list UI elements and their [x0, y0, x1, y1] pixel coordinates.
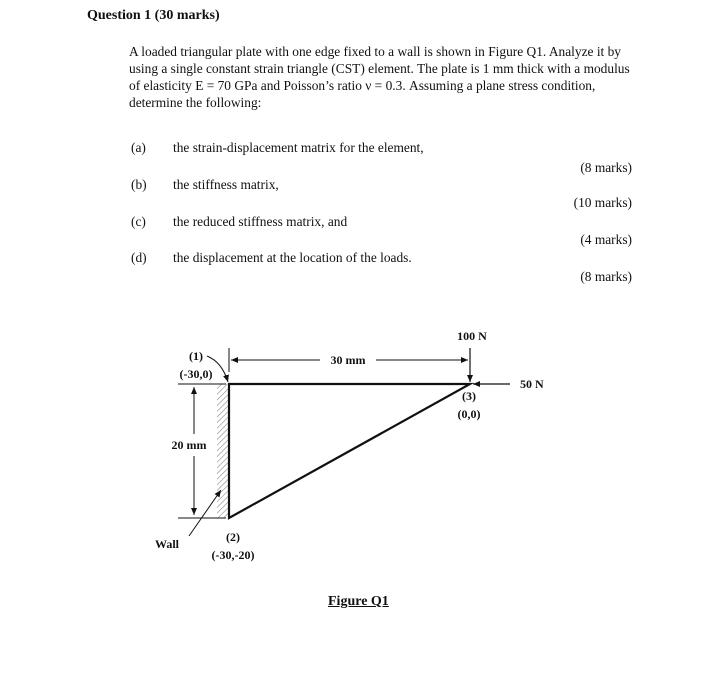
part-d-text: the displacement at the location of the loads. — [173, 250, 412, 265]
node3-coordinate: (0,0) — [457, 407, 481, 421]
wall-label: Wall — [155, 537, 180, 551]
question-title: Question 1 (30 marks) — [87, 8, 220, 23]
part-c-marks: (4 marks) — [580, 232, 632, 247]
horizontal-load-label: 50 N — [520, 377, 544, 391]
height-dimension-label: 20 mm — [171, 438, 207, 452]
part-a-label: (a) — [131, 140, 146, 155]
node2-label: (2) — [226, 530, 240, 544]
question-intro: A loaded triangular plate with one edge fixed to a wall is shown in Figure Q1. Analyze it by using a single constant strain triangle (CST) element. The plate is 1 mm thick with a modulus of elasticity E = 70 GPa and Poisson’s ratio ν = 0.3. Assuming a plane stress condition, determine the following: — [129, 44, 630, 110]
node1-label: (1) — [189, 349, 203, 363]
part-b-label: (b) — [131, 177, 147, 192]
part-c-label: (c) — [131, 214, 146, 229]
part-c-text: the reduced stiffness matrix, and — [173, 214, 348, 229]
part-a-marks: (8 marks) — [580, 160, 632, 175]
triangle-plate — [229, 384, 470, 518]
node3-label: (3) — [462, 389, 476, 403]
figure-caption: Figure Q1 — [328, 594, 389, 609]
part-b-marks: (10 marks) — [573, 195, 632, 210]
node1-coordinate: (-30,0) — [179, 367, 213, 381]
part-d-marks: (8 marks) — [580, 269, 632, 284]
node2-coordinate: (-30,-20) — [211, 548, 255, 562]
vertical-load-label: 100 N — [457, 329, 487, 343]
width-dimension-label: 30 mm — [330, 353, 366, 367]
part-d-label: (d) — [131, 250, 147, 265]
wall-hatch — [217, 384, 229, 518]
part-b-text: the stiffness matrix, — [173, 177, 279, 192]
part-a-text: the strain-displacement matrix for the element, — [173, 140, 424, 155]
